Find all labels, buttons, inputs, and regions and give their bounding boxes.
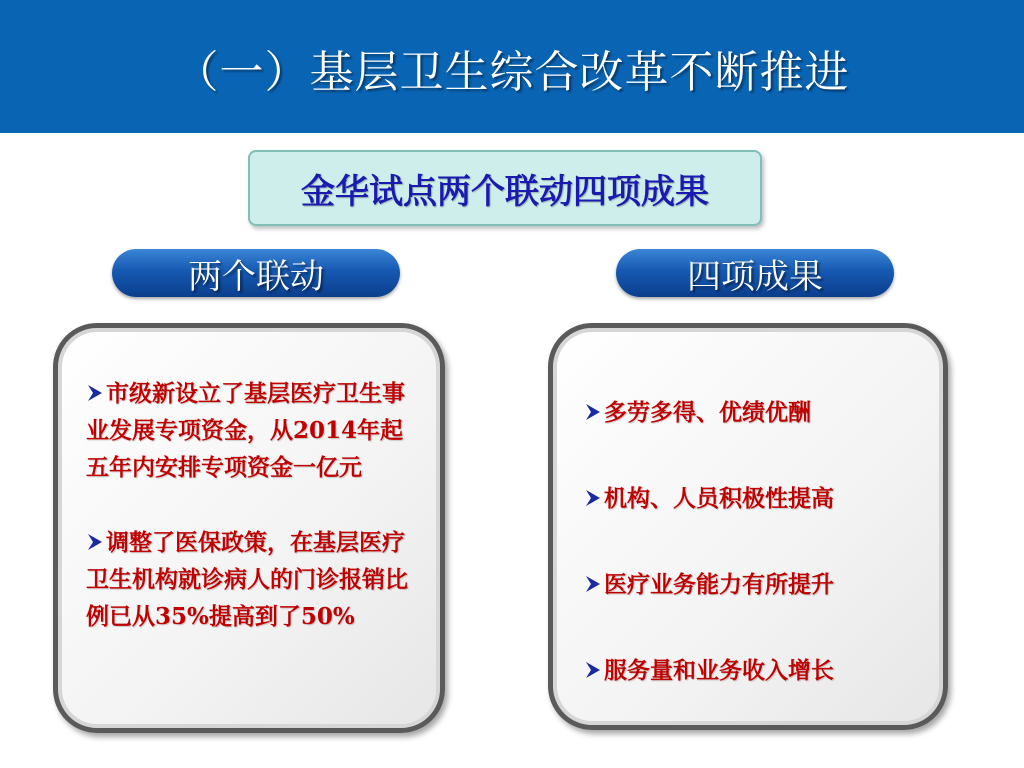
slide-title: （一）基层卫生综合改革不断推进	[174, 47, 850, 98]
arrow-bullet-icon	[584, 659, 602, 681]
subtitle-text: 金华试点两个联动四项成果	[301, 171, 709, 212]
section-pill-linkage	[112, 249, 400, 297]
list-item-text: 医疗业务能力有所提升	[604, 571, 834, 598]
list-item-text: 多劳多得、优绩优酬	[604, 399, 811, 426]
results-list	[584, 394, 924, 738]
list-item	[584, 480, 924, 566]
arrow-bullet-icon	[584, 401, 602, 423]
arrow-bullet-icon	[584, 487, 602, 509]
list-item	[584, 566, 924, 652]
list-item	[86, 375, 416, 486]
subtitle-box	[248, 150, 762, 226]
section-pill-label: 四项成果	[687, 256, 823, 297]
section-pill-results	[616, 249, 894, 297]
list-item	[584, 652, 924, 738]
arrow-bullet-icon	[86, 382, 104, 404]
arrow-bullet-icon	[86, 531, 104, 553]
list-item-text: 服务量和业务收入增长	[604, 657, 834, 684]
list-item-text: 机构、人员积极性提高	[604, 485, 834, 512]
arrow-bullet-icon	[584, 573, 602, 595]
title-bar	[0, 0, 1024, 133]
list-item	[584, 394, 924, 480]
section-pill-label: 两个联动	[188, 256, 324, 297]
list-item	[86, 524, 416, 635]
list-item-text: 市级新设立了基层医疗卫生事业发展专项资金，从2014年起五年内安排专项资金一亿元	[86, 380, 405, 481]
linkage-list	[86, 375, 416, 635]
list-item-text: 调整了医保政策，在基层医疗卫生机构就诊病人的门诊报销比例已从35%提高到了50%	[86, 529, 408, 630]
